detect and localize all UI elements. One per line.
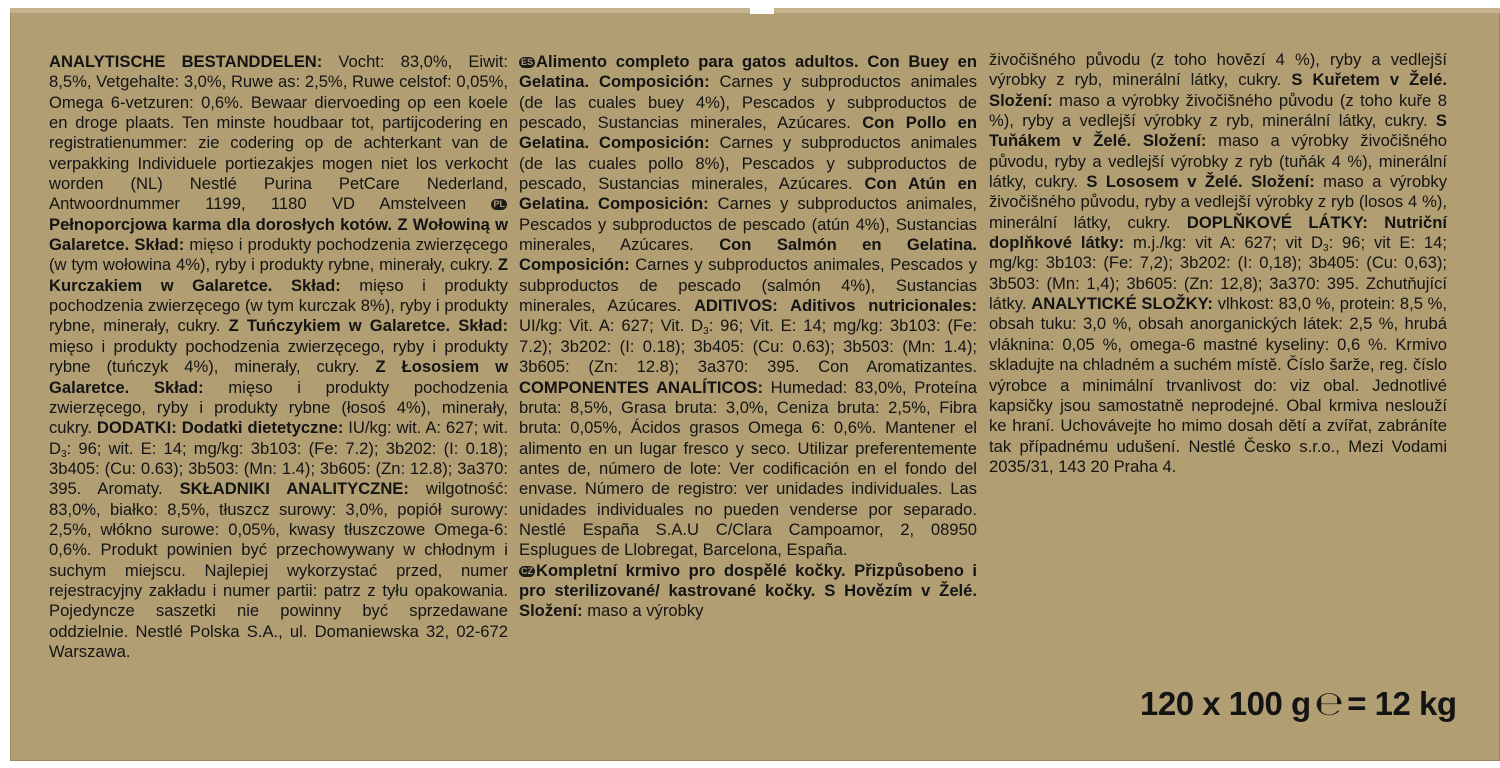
estimated-sign-icon: ℮: [1314, 684, 1344, 724]
es-text-5b: : 96; Vit. E: 14; mg/kg: 3b103: (Fe: 7.2); 3b202: (I: 0.18); 3b405: (Cu: 0.63); 3b503: (Mn: 1.4); 3b605: (Zn: 12.8); 3a370: 395. Con Aromatizantes.: [519, 316, 977, 377]
pl-heading-3: Z Tuńczykiem w Galaretce. Skład:: [228, 316, 508, 336]
cz-heading-4: S Lososem v Želé. Složení:: [1086, 172, 1315, 192]
pl-heading-2: Z Kurczakiem w Galaretce. Skład:: [49, 255, 508, 295]
cz-heading-6: ANALYTICKÉ SLOŽKY:: [1031, 294, 1213, 314]
pl-subscript: 3: [60, 448, 67, 460]
nl-text: Vocht: 83,0%, Eiwit: 8,5%, Vetgehalte: 3,0%, Ruwe as: 2,5%, Ruwe celstof: 0,05%, Omega 6-vetzuren: 0,6%. Bewaar diervoeding op een koele en droge plaats. Ten minste houdbaar tot, partijcodering en registratienummer: zie codering op de achterkant van de verpakking Individuele portiezakjes mogen niet los verkocht worden (NL) Nestlé Purina PetCare Nederland, Antwoordnummer 1199, 1180 VD Amstelveen: [49, 52, 508, 214]
pl-text-4: mięso i produkty pochodzenia zwierzęcego, ryby i produkty rybne (łosoś 4%), minerały, cukry.: [49, 377, 508, 438]
es-text-1: Carnes y subproductos animales (de las cuales buey 4%), Pescados y subproductos de pescado, Sustancias minerales, Azúcares.: [519, 72, 977, 133]
es-intro: Alimento completo para gatos adultos. Con Buey en Gelatina. Composición:: [519, 52, 977, 92]
es-text-6: Humedad: 83,0%, Proteína bruta: 8,5%, Grasa bruta: 3,0%, Ceniza bruta: 2,5%, Fibra bruta: 0,05%, Ácidos grasos Omega 6: 0,6%. Mantener el alimento en un lugar fresco y seco. Utilizar preferentemente antes de, número de lote: Ver codificación en el fondo del envase. Número de registro: ver unidades individuales. Las unidades individuales no pueden venderse por separado. Nestlé España S.A.U C/Clara Campoamor, 2, 08950 Esplugues de Llobregat, Barcelona, España.: [519, 377, 978, 560]
pl-text-5b: : 96; wit. E: 14; mg/kg: 3b103: (Fe: 7.2); 3b202: (I: 0.18); 3b405: (Cu: 0.63); 3b503: (Mn: 1.4); 3b605: (Zn: 12.8); 3a370: 395. Aromaty.: [49, 438, 508, 499]
pl-language-badge: PL: [493, 199, 505, 210]
cz-text-4: maso a výrobky živočišného původu, ryby a vedlejší výrobky z ryb (losos 4 %), minerální látky, cukry.: [989, 172, 1447, 232]
pl-heading-6: SKŁADNIKI ANALITYCZNE:: [179, 479, 409, 499]
pl-heading-5: DODATKI: Dodatki dietetyczne:: [96, 418, 344, 438]
cz-text-2: maso a výrobky živočišného původu (z toho kuře 8 %), ryby a vedlejší výrobky z ryb, minerální látky, cukry.: [989, 90, 1447, 131]
net-weight: [1140, 684, 1457, 724]
cz-intro: Kompletní krmivo pro dospělé kočky. Přizpůsobeno i pro sterilizované/ kastrované kočky. S Hovězím v Želé. Složení:: [519, 560, 977, 621]
pl-text-3: mięso i produkty pochodzenia zwierzęcego, ryby i produkty rybne (tuńczyk 4%), minerały, cukry.: [49, 336, 508, 377]
es-heading-3: Con Atún en Gelatina. Composición:: [519, 174, 977, 214]
cz-text-3: maso a výrobky živočišného původu, ryby a vedlejší výrobky z ryb (tuňák 4 %), minerální látky, cukry.: [989, 131, 1447, 192]
es-language-badge: ES: [521, 57, 534, 67]
es-text-3: Carnes y subproductos animales, Pescados y subproductos de pescado (atún 4%), Sustancias minerales, Azúcares.: [519, 194, 977, 255]
panel-notch: [750, 0, 774, 14]
cz-heading-5: DOPLŇKOVÉ LÁTKY: Nutriční doplňkové látky:: [989, 212, 1447, 253]
cz-subscript: 3: [1323, 243, 1329, 255]
cz-text-5a: m.j./kg: vit A: 627; vit D: [1124, 233, 1324, 253]
cz-text-5b: : 96; vit E: 14; mg/kg: 3b103: (Fe: 7,2); 3b202: (I: 0,18); 3b405: (Cu: 0,63); 3b503: (Mn: 1,4); 3b605: (Zn: 12,8); 3a370: 395. Zchutňující látky.: [989, 233, 1448, 314]
pl-intro: Pełnoporcjowa karma dla dorosłych kotów. Z Wołowiną w Galaretce. Skład:: [49, 214, 508, 255]
es-text-4: Carnes y subproductos animales, Pescados y subproductos de pescado (salmón 4%), Sustancias minerales, Azúcares.: [519, 255, 977, 316]
es-heading-6: COMPONENTES ANALÍTICOS:: [519, 377, 763, 397]
cz-heading-3: S Tuňákem v Želé. Složení:: [989, 111, 1447, 151]
nl-heading: ANALYTISCHE BESTANDDELEN:: [49, 52, 323, 71]
count-size: 120 x 100 g: [1140, 685, 1311, 722]
pl-text-1: mięso i produkty pochodzenia zwierzęcego (w tym wołowina 4%), ryby i produkty rybne, minerały, cukry.: [49, 235, 508, 275]
cz-text-6: vlhkost: 83,0 %, protein: 8,5 %, obsah tuku: 3,0 %, obsah anorganických látek: 2,5 %, hrubá vláknina: 0,05 %, omega-6 mastné kyseliny: 0,6 %. Krmivo skladujte na chladném a suchém místě. Číslo šarže, reg. číslo výrobce a minimální trvanlivost do: viz obal. Jednotlivé kapsičky jsou samostatně neprodejné. Obal krmiva neslouží ke hraní. Uchovávejte ho mimo dosah dětí a zvířat, zabráníte tak případnému udušení. Nestlé Česko s.r.o., Mezi Vodami 2035/31, 143 20 Praha 4.: [989, 294, 1448, 476]
column-czech: [989, 50, 1447, 477]
es-text-5a: UI/kg: Vit. A: 627; Vit. D: [519, 316, 704, 336]
es-heading-2: Con Pollo en Gelatina. Composición:: [519, 113, 977, 153]
es-subscript: 3: [703, 326, 709, 338]
pl-text-6: wilgotność: 83,0%, białko: 8,5%, tłuszcz surowy: 3,0%, popiół surowy: 2,5%, włókno surowe: 0,05%, kwasy tłuszczowe Omega-6: 0,6%. Produkt powinien być przechowywany w chłodnym i suchym miejscu. Najlepiej wykorzystać przed, numer rejestracyjny zakładu i numer partii: patrz z tyłu opakowania. Pojedyncze saszetki nie powinny być sprzedawane oddzielnie. Nestlé Polska S.A., ul. Domaniewska 32, 02-672 Warszawa.: [49, 479, 509, 661]
cz-language-badge: CZ: [521, 565, 533, 576]
column-dutch-polish: [49, 52, 508, 662]
pl-text-2: mięso i produkty pochodzenia zwierzęcego (w tym kurczak 8%), ryby i produkty rybne, minerały, cukry.: [49, 275, 508, 336]
pl-text-5a: IU/kg: wit. A: 627; wit. D: [49, 418, 508, 458]
cz-text-1: maso a výrobky: [582, 601, 704, 621]
pl-heading-4: Z Łososiem w Galaretce. Skład:: [49, 357, 508, 397]
cz-heading-2: S Kuřetem v Želé. Složení:: [989, 70, 1447, 110]
column-spanish-czech: [519, 52, 977, 622]
es-heading-4: Con Salmón en Gelatina. Composición:: [519, 235, 977, 275]
total-weight: = 12 kg: [1347, 685, 1457, 722]
es-text-2: Carnes y subproductos animales (de las cuales pollo 8%), Pescados y subproductos de pescado, Sustancias minerales, Azúcares.: [519, 133, 977, 194]
cz-text-1b: živočišného původu (z toho hovězí 4 %), ryby a vedlejší výrobky z ryb, minerální látky, cukry.: [989, 50, 1447, 90]
es-heading-5: ADITIVOS: Aditivos nutricionales:: [693, 296, 977, 316]
